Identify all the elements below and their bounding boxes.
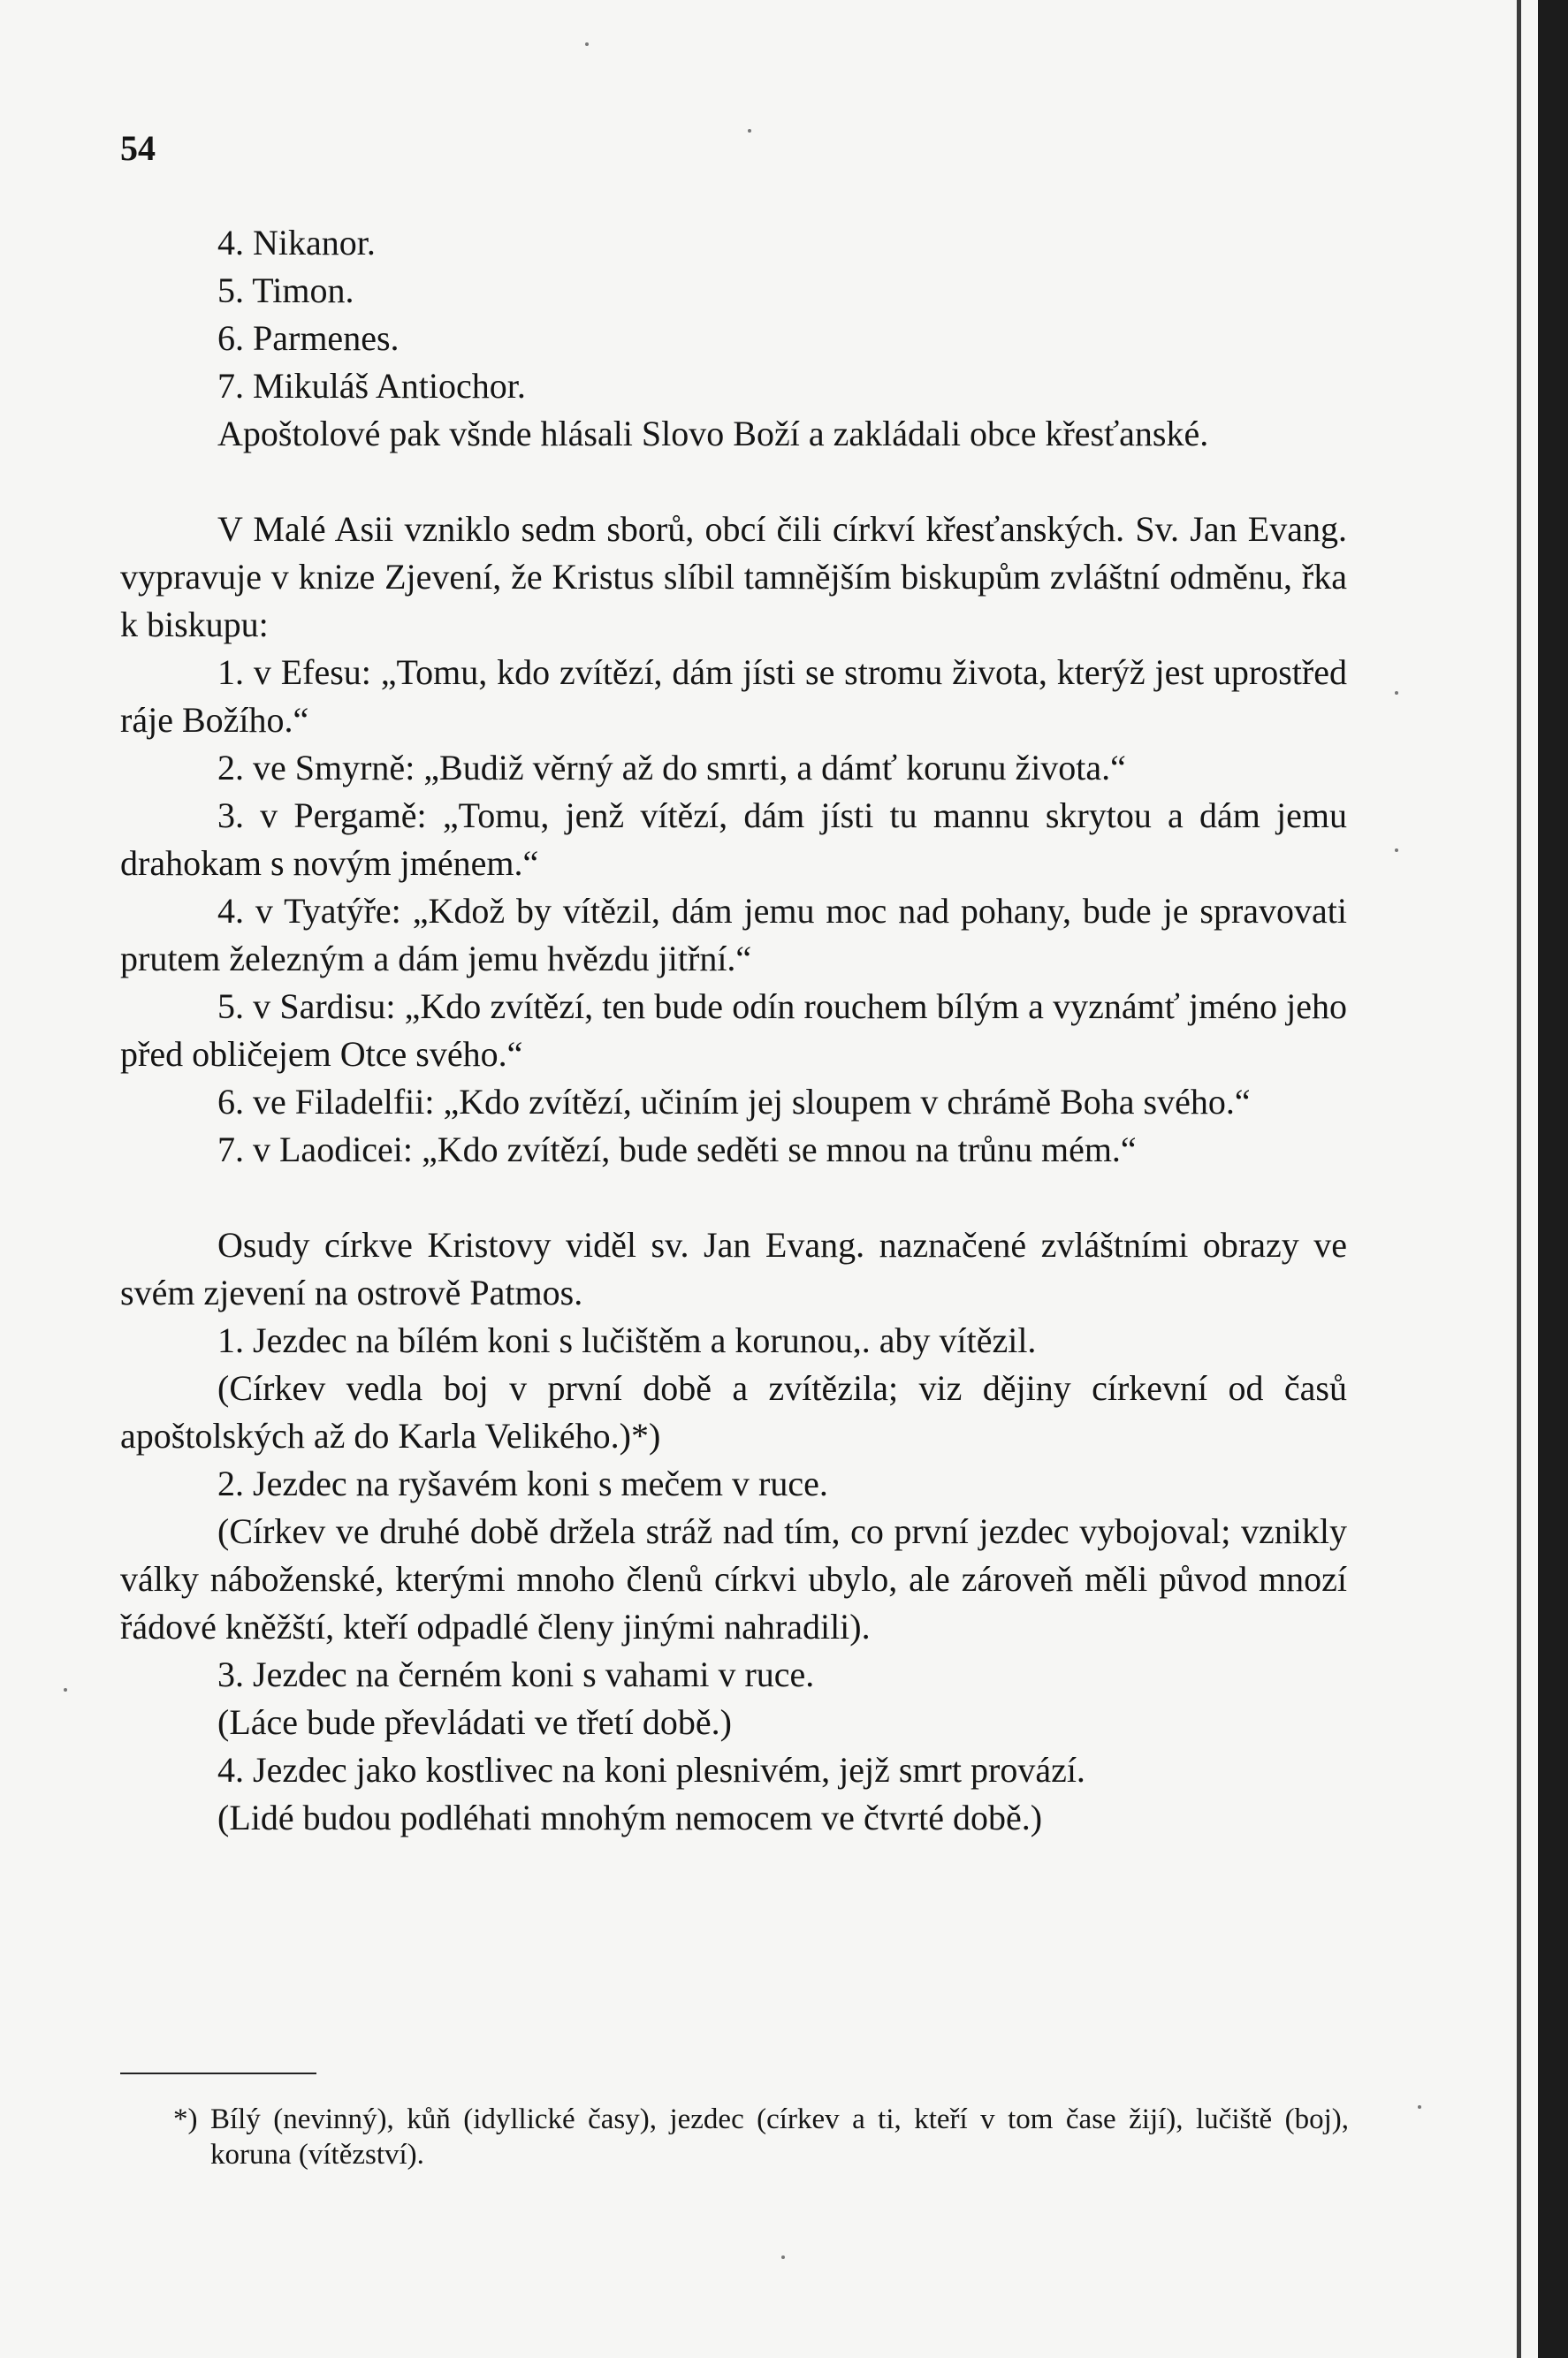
rider-black-explanation: (Láce bude převládati ve třetí době.) (217, 1702, 732, 1742)
rider-red: 2. Jezdec na ryšavém koni s mečem v ruce. (217, 1464, 828, 1503)
print-speck (1395, 691, 1398, 695)
rider-pale-explanation: (Lidé budou podléhati mnohým nemocem ve čtvrté době.) (217, 1798, 1043, 1837)
scan-border (1538, 0, 1568, 2358)
print-speck (64, 1688, 67, 1692)
rider-red-explanation: (Církev ve druhé době držela stráž nad tím, co první jezdec vybojoval; vznikly války náboženské, kterými mnoho členů církvi ubylo, ale zároveň měli původ mnozí řádové kněžští, kteří odpadlé členy jinými nahradili). (120, 1511, 1347, 1647)
church-laodicea: 7. v Laodicei: „Kdo zvítězí, bude seděti se mnou na trůnu mém.“ (217, 1130, 1137, 1169)
print-speck (1418, 2105, 1421, 2109)
paragraph-gap (120, 1174, 1347, 1221)
list-item-timon: 5. Timon. (217, 270, 354, 310)
footnote-divider (120, 2073, 316, 2074)
rider-white-explanation: (Církev vedla boj v první době a zvítězila; viz dějiny církevní od časů apoštolských až do Karla Velikého.)*) (120, 1368, 1347, 1456)
church-philadelphia: 6. ve Filadelfii: „Kdo zvítězí, učiním jej sloupem v chrámě Boha svého.“ (217, 1082, 1251, 1122)
main-text (120, 219, 1347, 1842)
church-pergamon: 3. v Pergamě: „Tomu, jenž vítězí, dám jísti tu mannu skrytou a dám jemu drahokam s novým jménem.“ (120, 795, 1347, 883)
paragraph-asia: V Malé Asii vzniklo sedm sborů, obcí čili církví křesťanských. Sv. Jan Evang. vypravuje v knize Zjevení, že Kristus slíbil tamnějším biskupům zvláštní odměnu, řka k biskupu: (120, 509, 1347, 644)
list-item-parmenes: 6. Parmenes. (217, 318, 400, 358)
footnote: *) Bílý (nevinný), kůň (idyllické časy), jezdec (církev a ti, kteří v tom čase žijí), lučiště (boj), koruna (vítězství). (173, 2103, 1349, 2171)
list-item-mikulas: 7. Mikuláš Antiochor. (217, 366, 526, 406)
paragraph-gap (120, 458, 1347, 506)
paragraph-apostles: Apoštolové pak všnde hlásali Slovo Boží a zakládali obce křesťanské. (217, 414, 1209, 453)
church-smyrna: 2. ve Smyrně: „Budiž věrný až do smrti, a dámť korunu života.“ (217, 748, 1126, 787)
page-edge-line (1517, 0, 1521, 2358)
church-sardis: 5. v Sardisu: „Kdo zvítězí, ten bude odín rouchem bílým a vyznámť jméno jeho před obličejem Otce svého.“ (120, 986, 1347, 1074)
list-item-nikanor: 4. Nikanor. (217, 223, 376, 262)
print-speck (1395, 848, 1398, 852)
rider-pale: 4. Jezdec jako kostlivec na koni plesnivém, jejž smrt provází. (217, 1750, 1085, 1790)
print-speck (748, 129, 751, 133)
page-number: 54 (120, 128, 156, 168)
rider-white: 1. Jezdec na bílém koni s lučištěm a korunou,. aby vítězil. (217, 1320, 1037, 1360)
church-efesus: 1. v Efesu: „Tomu, kdo zvítězí, dám jísti se stromu života, kterýž jest uprostřed ráje Božího.“ (120, 652, 1347, 740)
print-speck (585, 42, 589, 46)
rider-black: 3. Jezdec na černém koni s vahami v ruce. (217, 1654, 815, 1694)
print-speck (781, 2255, 785, 2259)
church-thyatira: 4. v Tyatýře: „Kdož by vítězil, dám jemu moc nad pohany, bude je spravovati prutem železným a dám jemu hvězdu jitřní.“ (120, 891, 1347, 978)
paragraph-fates: Osudy církve Kristovy viděl sv. Jan Evang. naznačené zvláštními obrazy ve svém zjevení na ostrově Patmos. (120, 1225, 1347, 1312)
